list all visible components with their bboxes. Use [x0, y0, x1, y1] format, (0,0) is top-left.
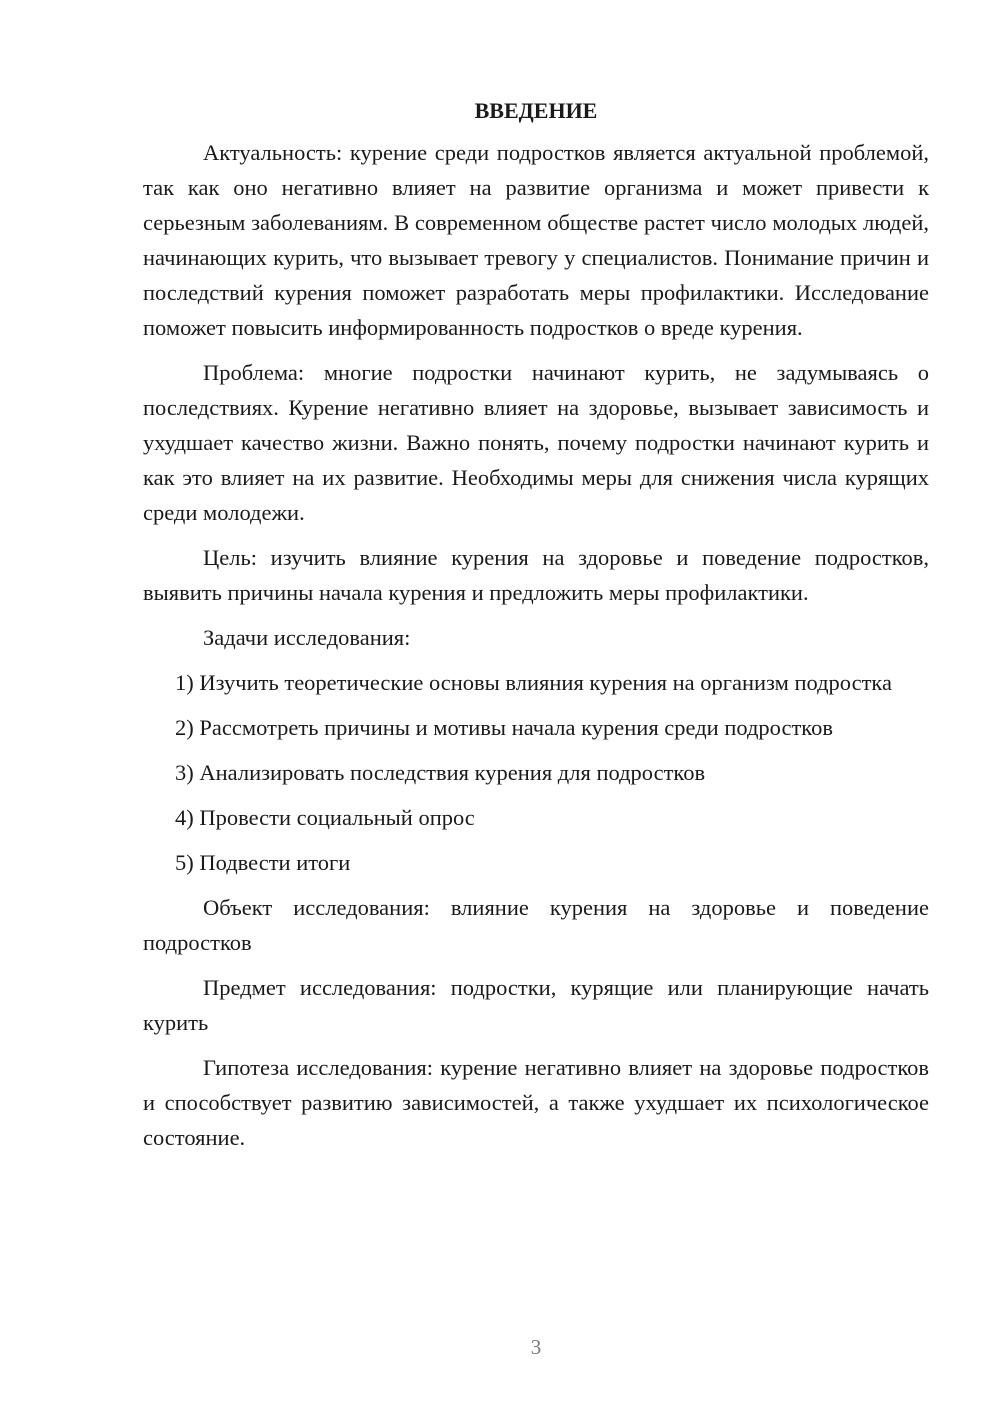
hypothesis-paragraph: Гипотеза исследования: курение негативно влияет на здоровье подростков и способствует развитию зависимостей, а также ухудшает их психологическое состояние. — [143, 1055, 929, 1150]
document-page — [143, 96, 929, 1155]
task-item-4: 4) Провести социальный опрос — [175, 805, 475, 830]
task-item-1: 1) Изучить теоретические основы влияния курения на организм подростка — [175, 670, 893, 695]
task-item-2: 2) Рассмотреть причины и мотивы начала курения среди подростков — [175, 715, 833, 740]
relevance-paragraph: Актуальность: курение среди подростков является актуальной проблемой, так как оно негативно влияет на развитие организма и может привести к серьезным заболеваниям. В современном обществе растет число молодых людей, начинающих курить, что вызывает тревогу у специалистов. Понимание причин и последствий курения поможет разработать меры профилактики. Исследование поможет повысить информированность подростков о вреде курения. — [143, 140, 929, 340]
task-item-5: 5) Подвести итоги — [175, 850, 351, 875]
subject-paragraph: Предмет исследования: подростки, курящие или планирующие начать курить — [143, 975, 929, 1035]
object-paragraph: Объект исследования: влияние курения на здоровье и поведение подростков — [143, 895, 929, 955]
page-title: ВВЕДЕНИЕ — [474, 98, 598, 123]
tasks-heading: Задачи исследования: — [203, 625, 411, 650]
task-item-3: 3) Анализировать последствия курения для подростков — [175, 760, 706, 785]
problem-paragraph: Проблема: многие подростки начинают курить, не задумываясь о последствиях. Курение негативно влияет на здоровье, вызывает зависимость и ухудшает качество жизни. Важно понять, почему подростки начинают курить и как это влияет на их развитие. Необходимы меры для снижения числа курящих среди молодежи. — [143, 360, 929, 525]
page-number: 3 — [530, 1335, 542, 1359]
goal-paragraph: Цель: изучить влияние курения на здоровье и поведение подростков, выявить причины начала курения и предложить меры профилактики. — [143, 545, 929, 605]
